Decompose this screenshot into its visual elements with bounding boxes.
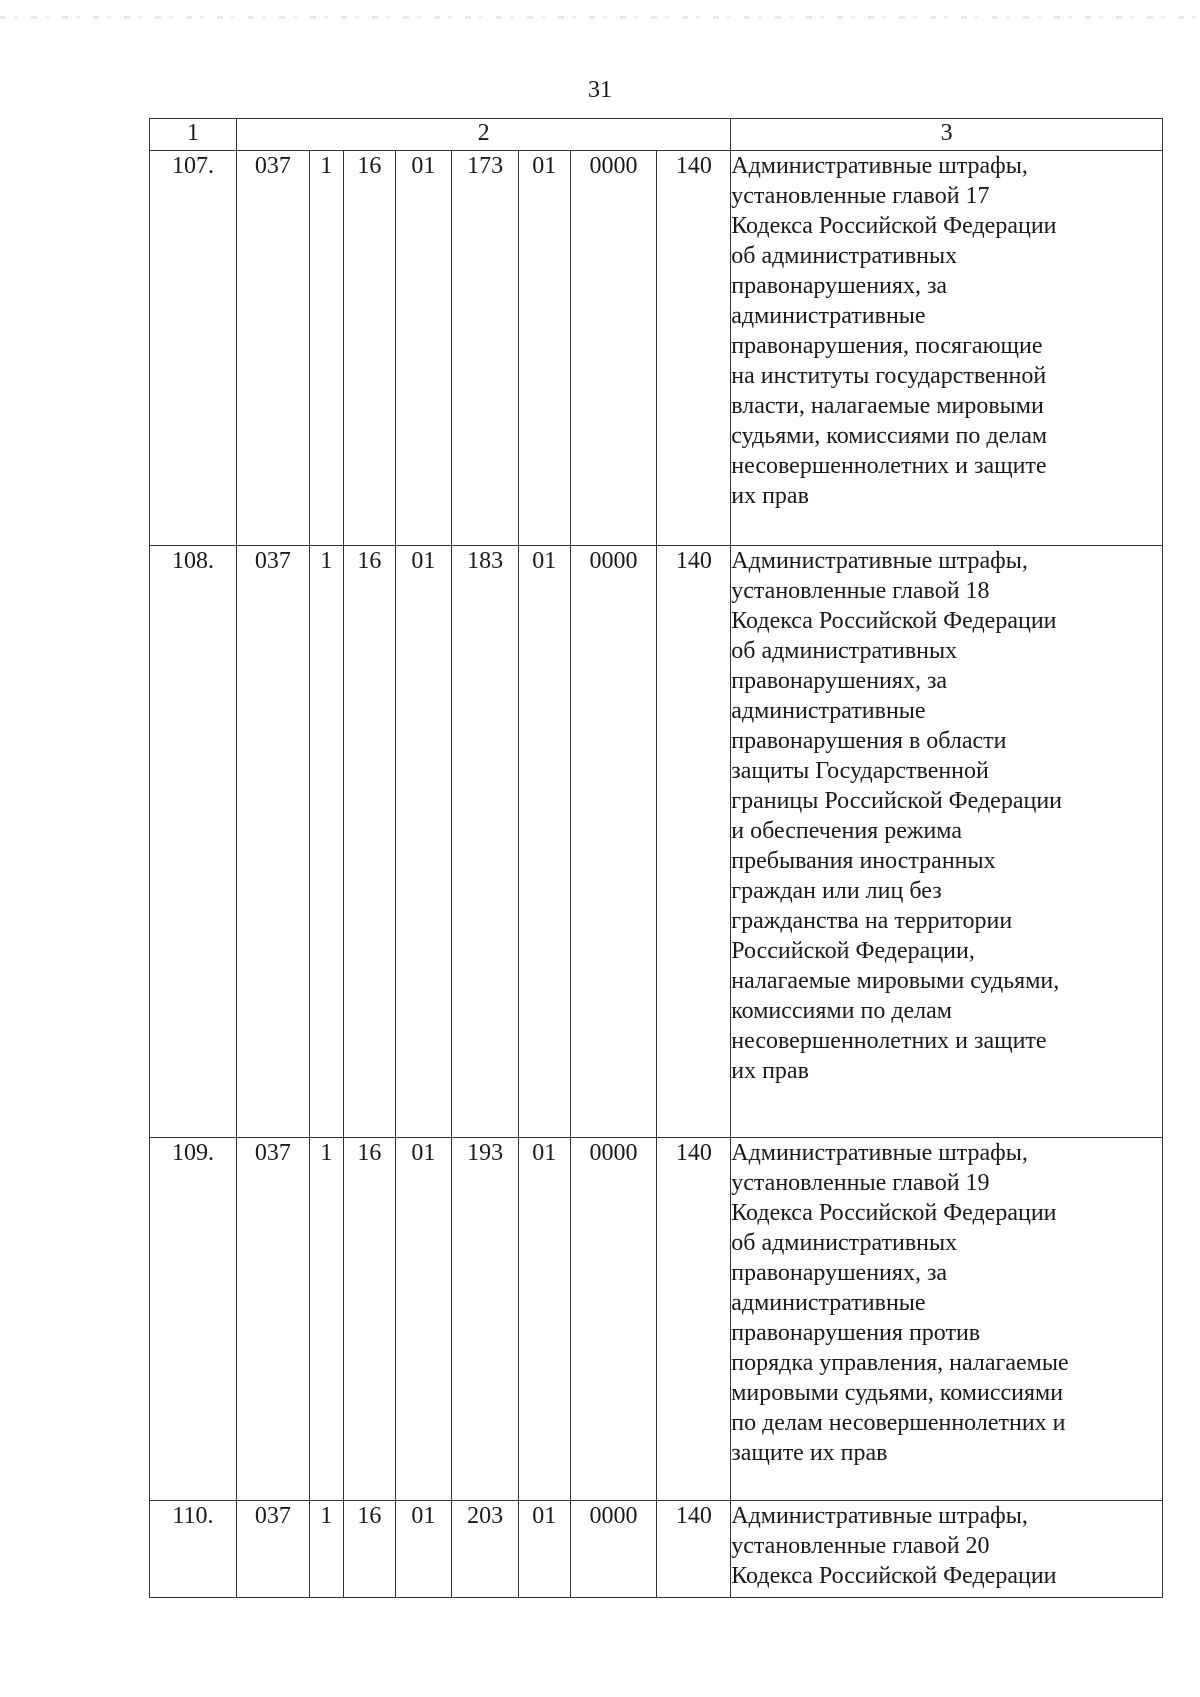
code-segment: 140 bbox=[657, 546, 731, 1138]
code-segment: 140 bbox=[657, 1501, 731, 1598]
code-segment: 193 bbox=[452, 1138, 519, 1501]
code-segment: 01 bbox=[518, 546, 570, 1138]
description-line: Административные штрафы, bbox=[731, 153, 1028, 179]
scan-edge-noise bbox=[0, 16, 1200, 19]
code-segment: 01 bbox=[395, 151, 452, 546]
code-segment: 0000 bbox=[570, 1138, 657, 1501]
row-description bbox=[731, 151, 1163, 546]
code-segment: 0000 bbox=[570, 1501, 657, 1598]
row-description bbox=[731, 1138, 1163, 1501]
description-line: правонарушения против bbox=[731, 1320, 981, 1346]
description-line: правонарушениях, за bbox=[731, 668, 948, 694]
code-segment: 01 bbox=[395, 546, 452, 1138]
code-segment: 1 bbox=[309, 1138, 343, 1501]
table-row bbox=[150, 151, 1163, 546]
code-segment: 1 bbox=[309, 151, 343, 546]
code-segment: 037 bbox=[236, 1501, 309, 1598]
description-line: установленные главой 19 bbox=[731, 1170, 990, 1196]
description-line: установленные главой 20 bbox=[731, 1533, 990, 1559]
description-line: Административные штрафы, bbox=[731, 1503, 1028, 1529]
description-line: и обеспечения режима bbox=[731, 818, 962, 844]
row-description bbox=[731, 1501, 1163, 1598]
code-segment: 01 bbox=[518, 1138, 570, 1501]
row-number: 110. bbox=[150, 1501, 237, 1598]
description-line: правонарушения в области bbox=[731, 728, 1007, 754]
code-segment: 16 bbox=[344, 1501, 396, 1598]
code-segment: 16 bbox=[344, 1138, 396, 1501]
page-number: 31 bbox=[588, 77, 612, 103]
code-segment: 01 bbox=[395, 1501, 452, 1598]
description-line: административные bbox=[731, 1290, 926, 1316]
description-line: об административных bbox=[731, 638, 958, 664]
description-line: несовершеннолетних и защите bbox=[731, 1028, 1047, 1054]
description-line: Российской Федерации, bbox=[731, 938, 975, 964]
description-line: комиссиями по делам bbox=[731, 998, 952, 1024]
description-line: власти, налагаемые мировыми bbox=[731, 393, 1044, 419]
row-number: 109. bbox=[150, 1138, 237, 1501]
description-line: административные bbox=[731, 303, 926, 329]
description-line: мировыми судьями, комиссиями bbox=[731, 1380, 1064, 1406]
code-segment: 01 bbox=[518, 151, 570, 546]
row-description bbox=[731, 546, 1163, 1138]
table-header-row bbox=[150, 119, 1163, 151]
code-segment: 16 bbox=[344, 151, 396, 546]
description-line: правонарушения, посягающие bbox=[731, 333, 1043, 359]
description-line: Кодекса Российской Федерации bbox=[731, 1563, 1057, 1589]
description-line: установленные главой 17 bbox=[731, 183, 990, 209]
description-line: границы Российской Федерации bbox=[731, 788, 1063, 814]
description-line: об административных bbox=[731, 1230, 958, 1256]
code-segment: 037 bbox=[236, 546, 309, 1138]
description-line: гражданства на территории bbox=[731, 908, 1013, 934]
description-line: на институты государственной bbox=[731, 363, 1047, 389]
description-line: Административные штрафы, bbox=[731, 1140, 1028, 1166]
description-line: их прав bbox=[731, 1058, 809, 1084]
description-line: Административные штрафы, bbox=[731, 548, 1028, 574]
table-row bbox=[150, 546, 1163, 1138]
description-line: Кодекса Российской Федерации bbox=[731, 608, 1057, 634]
code-segment: 140 bbox=[657, 151, 731, 546]
description-line: правонарушениях, за bbox=[731, 273, 948, 299]
description-line: их прав bbox=[731, 483, 809, 509]
code-segment: 16 bbox=[344, 546, 396, 1138]
code-segment: 01 bbox=[395, 1138, 452, 1501]
description-line: Кодекса Российской Федерации bbox=[731, 1200, 1057, 1226]
description-line: об административных bbox=[731, 243, 958, 269]
code-segment: 140 bbox=[657, 1138, 731, 1501]
budget-codes-table bbox=[149, 118, 1163, 1598]
table-row bbox=[150, 1138, 1163, 1501]
description-line: Кодекса Российской Федерации bbox=[731, 213, 1057, 239]
row-number: 108. bbox=[150, 546, 237, 1138]
code-segment: 037 bbox=[236, 1138, 309, 1501]
header-col-2: 2 bbox=[236, 119, 730, 151]
description-line: несовершеннолетних и защите bbox=[731, 453, 1047, 479]
description-line: налагаемые мировыми судьями, bbox=[731, 968, 1060, 994]
code-segment: 1 bbox=[309, 546, 343, 1138]
description-line: порядка управления, налагаемые bbox=[731, 1350, 1069, 1376]
code-segment: 01 bbox=[518, 1501, 570, 1598]
description-line: защите их прав bbox=[731, 1440, 888, 1466]
description-line: защиты Государственной bbox=[731, 758, 989, 784]
description-line: граждан или лиц без bbox=[731, 878, 942, 904]
code-segment: 183 bbox=[452, 546, 519, 1138]
code-segment: 037 bbox=[236, 151, 309, 546]
table-row bbox=[150, 1501, 1163, 1598]
header-col-3: 3 bbox=[731, 119, 1163, 151]
description-line: установленные главой 18 bbox=[731, 578, 990, 604]
code-segment: 0000 bbox=[570, 546, 657, 1138]
description-line: правонарушениях, за bbox=[731, 1260, 948, 1286]
description-line: административные bbox=[731, 698, 926, 724]
row-number: 107. bbox=[150, 151, 237, 546]
code-segment: 173 bbox=[452, 151, 519, 546]
description-line: по делам несовершеннолетних и bbox=[731, 1410, 1066, 1436]
code-segment: 1 bbox=[309, 1501, 343, 1598]
code-segment: 0000 bbox=[570, 151, 657, 546]
description-line: пребывания иностранных bbox=[731, 848, 996, 874]
header-col-1: 1 bbox=[150, 119, 237, 151]
code-segment: 203 bbox=[452, 1501, 519, 1598]
description-line: судьями, комиссиями по делам bbox=[731, 423, 1048, 449]
